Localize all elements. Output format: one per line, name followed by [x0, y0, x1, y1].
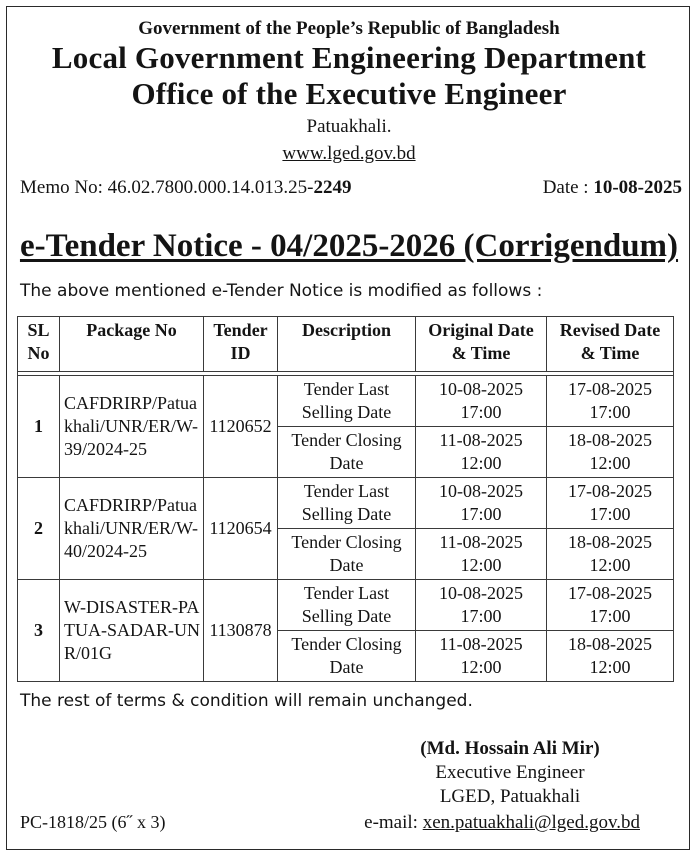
- tender-table: [17, 316, 674, 682]
- date-line: [543, 177, 682, 199]
- header-package: Package No: [60, 317, 204, 372]
- row-tender-id: 1120652: [204, 376, 278, 478]
- row-original: 10-08-2025 17:00: [416, 478, 547, 529]
- table-row: [18, 376, 674, 427]
- table-row: [18, 580, 674, 631]
- website-link[interactable]: www.lged.gov.bd: [282, 143, 416, 164]
- memo-date: 10-08-2025: [593, 177, 682, 198]
- signatory-org: LGED, Patuakhali: [439, 786, 581, 807]
- row-description: Tender Closing Date: [278, 631, 416, 682]
- header-sl: SL No: [18, 317, 60, 372]
- row-description: Tender Last Selling Date: [278, 478, 416, 529]
- memo-line: [20, 177, 351, 199]
- row-tender-id: 1120654: [204, 478, 278, 580]
- location-text: Patuakhali.: [306, 116, 392, 137]
- row-package: W-DISASTER-PATUA-SADAR-UNR/01G: [60, 580, 204, 682]
- terms-note: The rest of terms & condition will remain unchanged.: [20, 691, 473, 711]
- notice-intro: The above mentioned e-Tender Notice is modified as follows :: [20, 281, 543, 301]
- department-heading: Local Government Engineering Department: [51, 40, 647, 75]
- row-revised: 18-08-2025 12:00: [547, 529, 674, 580]
- email-link[interactable]: xen.patuakhali@lged.gov.bd: [422, 812, 640, 833]
- signatory-title: Executive Engineer: [435, 762, 585, 783]
- row-description: Tender Closing Date: [278, 427, 416, 478]
- notice-title-line: [0, 228, 698, 265]
- email-line: [364, 812, 640, 834]
- row-original: 10-08-2025 17:00: [416, 580, 547, 631]
- office-heading: Office of the Executive Engineer: [131, 76, 567, 111]
- signatory-name: (Md. Hossain Ali Mir): [420, 738, 600, 759]
- memo-label: Memo No: 46.02.7800.000.14.013.25-: [20, 177, 314, 198]
- row-original: 11-08-2025 12:00: [416, 427, 547, 478]
- row-sl: 2: [18, 478, 60, 580]
- row-description: Tender Last Selling Date: [278, 580, 416, 631]
- header-original: Original Date & Time: [416, 317, 547, 372]
- email-label: e-mail:: [364, 812, 423, 833]
- row-revised: 17-08-2025 17:00: [547, 376, 674, 427]
- notice-title: e-Tender Notice - 04/2025-2026 (Corrigendum): [19, 228, 679, 264]
- table-row: [18, 478, 674, 529]
- row-sl: 3: [18, 580, 60, 682]
- header-revised: Revised Date & Time: [547, 317, 674, 372]
- header-description: Description: [278, 317, 416, 372]
- row-package: CAFDRIRP/Patuakhali/UNR/ER/W-39/2024-25: [60, 376, 204, 478]
- row-revised: 17-08-2025 17:00: [547, 478, 674, 529]
- row-original: 11-08-2025 12:00: [416, 529, 547, 580]
- row-original: 11-08-2025 12:00: [416, 631, 547, 682]
- date-label: Date :: [542, 177, 594, 198]
- row-sl: 1: [18, 376, 60, 478]
- row-package: CAFDRIRP/Patuakhali/UNR/ER/W-40/2024-25: [60, 478, 204, 580]
- row-tender-id: 1130878: [204, 580, 278, 682]
- government-heading: Government of the People’s Republic of Bangladesh: [138, 18, 560, 39]
- row-description: Tender Closing Date: [278, 529, 416, 580]
- row-revised: 17-08-2025 17:00: [547, 580, 674, 631]
- table-header-row: [18, 317, 674, 372]
- website-line: [0, 143, 698, 165]
- row-description: Tender Last Selling Date: [278, 376, 416, 427]
- row-original: 10-08-2025 17:00: [416, 376, 547, 427]
- header-tender-id: Tender ID: [204, 317, 278, 372]
- memo-number: 2249: [313, 177, 352, 198]
- row-revised: 18-08-2025 12:00: [547, 427, 674, 478]
- pc-reference: PC-1818/25 (6˝ x 3): [20, 812, 166, 832]
- row-revised: 18-08-2025 12:00: [547, 631, 674, 682]
